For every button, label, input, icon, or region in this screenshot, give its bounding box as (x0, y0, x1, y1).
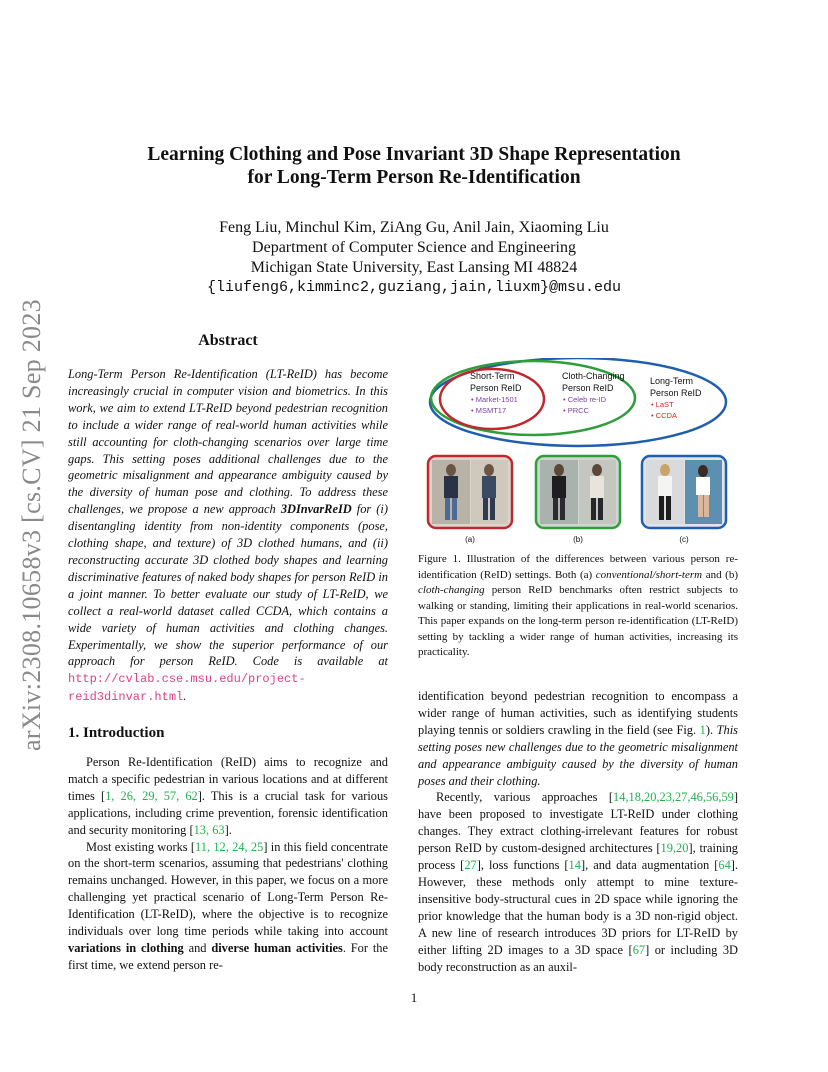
intro-paragraph-1: Person Re-Identification (ReID) aims to recognize and match a specific pedestrian in various locations and at different times [1, 26, 29, 57, 62]. This is a crucial task for various applications, including crime prevention, forensic identification and security monitoring [13, 63]. (68, 755, 388, 837)
ellipse-c-item: • LaST (651, 400, 674, 409)
ellipse-a-title2: Person ReID (470, 383, 522, 393)
ellipse-c-item: • CCDA (651, 411, 677, 420)
figure-caption: Figure 1. Illustration of the differences between various person re-identification (ReID) settings. Both (a) conventional/short-term and (b) cloth-changing person ReID benchmarks often restrict subjects to walking or standing, limiting their applications in real-world scenarios. This paper expands on the long-term person re-identification (LT-ReID) setting by tackling a wider range of human activities, increasing its practicality. (418, 553, 738, 658)
panel-c (642, 456, 726, 528)
panel-b (536, 456, 620, 528)
code-link[interactable]: http://cvlab.cse.msu.edu/project-reid3dinvar.html (68, 672, 306, 705)
figure-1 (418, 358, 738, 548)
abstract-text: Long-Term Person Re-Identification (LT-ReID) has become increasingly crucial in computer vision and biometrics. In this work, we aim to extend LT-ReID beyond pedestrian recognition to include a wider range of real-world human activities while still accounting for cloth-changing scenarios over large time gaps. This setting poses additional challenges due to the geometric misalignment and appearance ambiguity caused by the diversity of human pose and clothing. To address these challenges, we propose a new approach 3DInvarReID for (i) disentangling identity from non-identity components (pose, clothing shape, and texture) of 3D clothed humans, and (ii) reconstructing accurate 3D clothed body shapes and learning discriminative features of naked body shapes for person ReID in a joint manner. To better evaluate our study of LT-ReID, we collect a real-world dataset called CCDA, which contains a wide variety of human activities and clothing changes. Experimentally, we show the superior performance of our approach for person ReID. Code is available at http://cvlab.cse.msu.edu/project-reid3dinvar.html. (68, 367, 388, 705)
intro-paragraph-4: Recently, various approaches [14,18,20,23,27,46,56,59] have been proposed to investigate LT-ReID under clothing changes. They extract clothing-irrelevant features for robust person ReID by custom-designed architectures [19,20], training process [27], loss functions [14], and data augmentation [64]. However, these methods only attempt to mine texture-insensitive body-structural cues in 2D space while ignoring the prior knowledge that the human body is a 3D non-rigid object. A new line of research introduces 3D priors for LT-ReID by either lifting 2D images to a 3D space [67] or including 3D body reconstruction as an auxil- (418, 790, 738, 974)
panel-label-a: (a) (465, 535, 475, 544)
ellipse-c-title2: Person ReID (650, 388, 702, 398)
ellipse-b-item: • PRCC (563, 406, 589, 415)
emails: {liufeng6,kimminc2,guziang,jain,liuxm}@msu.edu (206, 279, 622, 296)
author-names: Feng Liu, Minchul Kim, ZiAng Gu, Anil Jain, Xiaoming Liu (219, 219, 609, 236)
intro-left-column (68, 754, 388, 974)
ellipse-a-title1: Short-Term (470, 371, 515, 381)
intro-right-column (418, 688, 738, 975)
ellipse-c-title1: Long-Term (650, 376, 694, 386)
intro-paragraph-3: identification beyond pedestrian recognition to encompass a wider range of human activities, such as identifying students playing tennis or soldiers crawling in the field (see Fig. 1). This setting poses new challenges due to the geometric misalignment and appearance ambiguity caused by the diversity of human poses and their clothing. (418, 689, 739, 788)
panel-label-b: (b) (573, 535, 583, 544)
ellipse-a-item: • MSMT17 (471, 406, 507, 415)
department: Department of Computer Science and Engineering (252, 239, 576, 256)
ellipse-b-title2: Person ReID (562, 383, 614, 393)
section-heading: 1. Introduction (68, 725, 165, 741)
abstract-heading: Abstract (198, 332, 258, 349)
method-name: 3DInvarReID (280, 502, 352, 517)
intro-paragraph-2: Most existing works [11, 12, 24, 25] in this field concentrate on the short-term scenarios, assuming that pedestrians' clothing remains unchanged. However, in this paper, we focus on a more challenging yet practical scenario of Long-Term Person Re-Identification (LT-ReID), where the objective is to recognize individuals over long time periods while taking into account variations in clothing and diverse human activities. For the first time, we extend person re- (68, 839, 388, 972)
paper-title: Learning Clothing and Pose Invariant 3D Shape Representation for Long-Term Person Re-Identification (147, 144, 681, 188)
ellipse-b-item: • Celeb re-ID (563, 395, 607, 404)
arxiv-stamp: arXiv:2308.10658v3 [cs.CV] 21 Sep 2023 (17, 299, 46, 751)
panel-a (428, 456, 512, 528)
author-block (0, 218, 828, 298)
ellipse-a-item: • Market-1501 (471, 395, 518, 404)
ellipse-b-title1: Cloth-Changing (562, 371, 625, 381)
page-number: 1 (410, 990, 418, 1005)
panel-label-c: (c) (679, 535, 689, 544)
university: Michigan State University, East Lansing MI 48824 (250, 259, 578, 276)
